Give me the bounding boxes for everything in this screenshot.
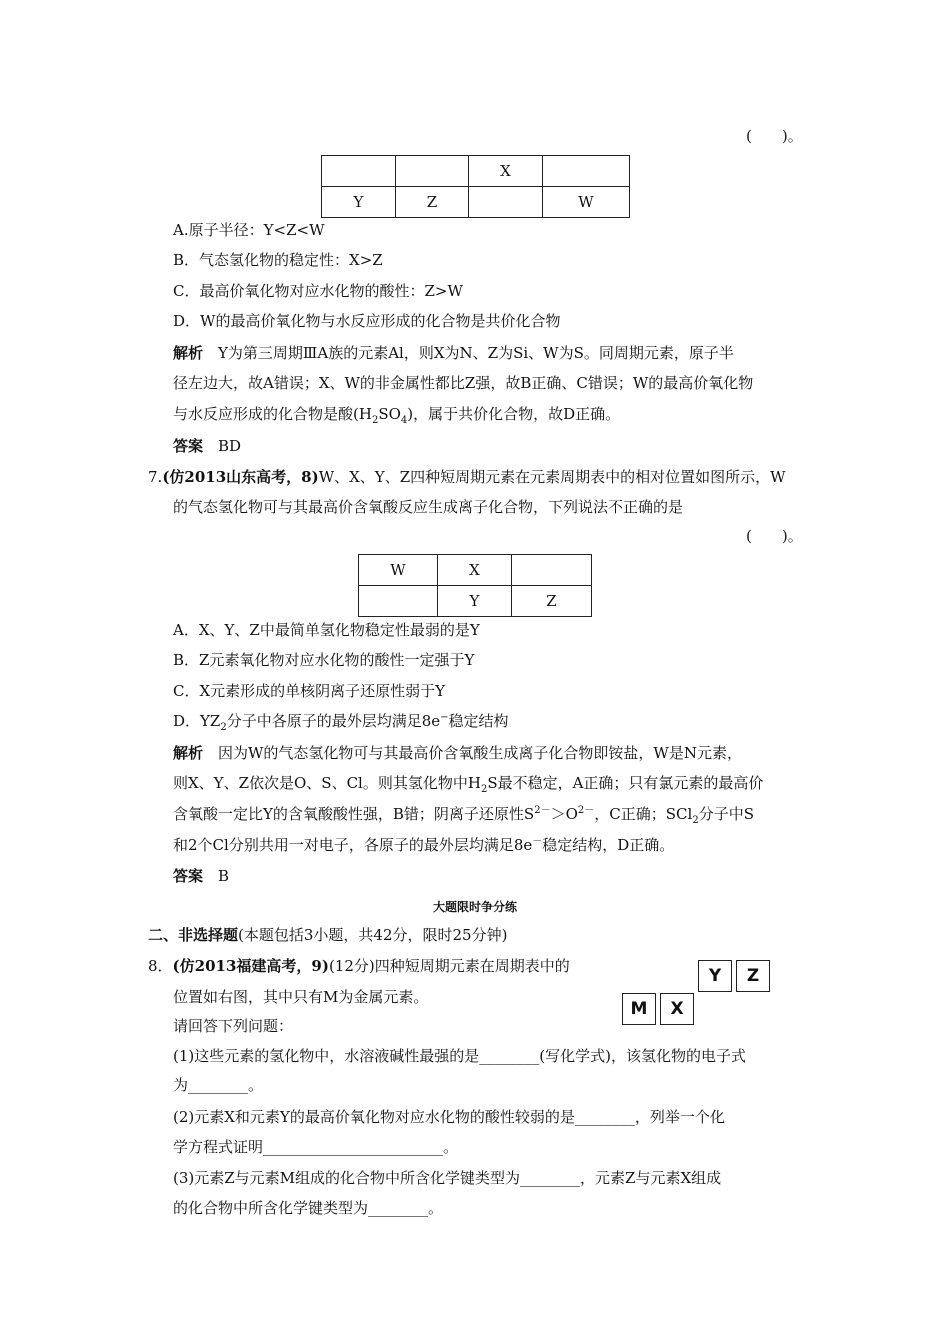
element-box-x: X bbox=[660, 993, 694, 1025]
question-source: (仿2013福建高考，9) bbox=[172, 957, 329, 975]
question-number: 8． bbox=[148, 957, 173, 975]
q7-analysis-line-1 bbox=[173, 743, 742, 763]
question-text: 四种短周期元素在周期表中的 bbox=[374, 957, 570, 975]
analysis-text: )，属于共价化合物，故D正确。 bbox=[407, 405, 621, 423]
superscript: － bbox=[532, 836, 543, 847]
question-points: (12分) bbox=[328, 957, 375, 975]
analysis-label: 解析 bbox=[173, 744, 204, 762]
analysis-text: 则X、Y、Z依次是O、S、Cl。则其氢化物中H bbox=[173, 774, 481, 792]
q8-prompt: 请回答下列问题： bbox=[173, 1017, 294, 1035]
q7-cell bbox=[512, 555, 592, 586]
q6-option-c: C．最高价氧化物对应水化物的酸性：Z>W bbox=[173, 282, 463, 300]
q6-cell bbox=[469, 187, 543, 218]
analysis-text: 与水反应形成的化合物是酸(H bbox=[173, 405, 372, 423]
analysis-text: 分子中S bbox=[698, 805, 754, 823]
q7-stem-line-1 bbox=[148, 467, 786, 487]
analysis-text: S最不稳定，A正确；只有氯元素的最高价 bbox=[487, 774, 764, 792]
analysis-text: Y为第三周期ⅢA族的元素Al，则X为N、Z为Si、W为S。同周期元素，原子半 bbox=[203, 344, 734, 362]
q6-analysis-line-1 bbox=[173, 343, 734, 363]
superscript: 2－ bbox=[577, 805, 595, 816]
q7-analysis-line-2 bbox=[173, 773, 763, 793]
q7-option-c: C．X元素形成的单核阴离子还原性弱于Y bbox=[173, 682, 446, 700]
section-small-title: 大题限时争分练 bbox=[432, 900, 517, 914]
analysis-text: ，C正确；SCl bbox=[594, 805, 693, 823]
subscript: 2 bbox=[480, 784, 488, 795]
q8-stem-line-1 bbox=[148, 956, 570, 976]
analysis-text: 因为W的气态氢化物可与其最高价含氧酸生成离子化合物即铵盐，W是N元素， bbox=[203, 744, 742, 762]
q6-cell: X bbox=[469, 156, 543, 187]
answer-text: B bbox=[203, 867, 230, 885]
option-text: 分子中各原子的最外层均满足8e bbox=[226, 712, 441, 730]
q8-part1-line-2: 为________。 bbox=[173, 1076, 264, 1094]
analysis-text: 和2个Cl分别共用一对电子，各原子的最外层均满足8e bbox=[173, 836, 533, 854]
analysis-text: SO bbox=[378, 405, 401, 423]
q6-cell bbox=[322, 156, 396, 187]
question-text: W、X、Y、Z四种短周期元素在元素周期表中的相对位置如图所示，W bbox=[318, 468, 786, 486]
subscript: 2 bbox=[220, 722, 227, 733]
q6-option-b: B．气态氢化物的稳定性：X>Z bbox=[173, 251, 383, 269]
q6-analysis-line-2: 径左边大，故A错误；X、W的非金属性都比Z强，故B正确、C错误；W的最高价氧化物 bbox=[173, 374, 754, 392]
q7-cell bbox=[359, 586, 438, 617]
q7-option-a: A．X、Y、Z中最简单氢化物稳定性最弱的是Y bbox=[173, 621, 480, 639]
q8-periodic-figure bbox=[620, 960, 780, 1030]
analysis-text: 稳定结构，D正确。 bbox=[542, 836, 675, 854]
element-box-y: Y bbox=[698, 960, 732, 992]
q6-paren: ( )。 bbox=[746, 127, 803, 145]
q7-option-d bbox=[173, 711, 509, 731]
q6-answer bbox=[173, 436, 241, 456]
q7-periodic-table bbox=[358, 554, 592, 617]
q7-analysis-line-3 bbox=[173, 804, 754, 824]
question-number: 7. bbox=[148, 468, 163, 486]
q6-option-d: D．W的最高价氧化物与水反应形成的化合物是共价化合物 bbox=[173, 312, 561, 330]
q7-cell: X bbox=[438, 555, 512, 586]
q6-cell bbox=[396, 156, 469, 187]
q7-stem-line-2: 的气态氢化物可与其最高价含氧酸反应生成离子化合物，下列说法不正确的是 bbox=[173, 498, 684, 516]
section-heading-label: 二、非选择题 bbox=[148, 926, 239, 944]
q6-cell: Z bbox=[396, 187, 469, 218]
q7-analysis-line-4 bbox=[173, 835, 674, 855]
q6-cell: W bbox=[543, 187, 630, 218]
answer-label: 答案 bbox=[173, 437, 204, 455]
section-heading bbox=[148, 925, 507, 945]
analysis-text: ＞O bbox=[550, 805, 578, 823]
q8-part1-line-1: (1)这些元素的氢化物中，水溶液碱性最强的是________(写化学式)，该氢化物的电子式 bbox=[173, 1047, 746, 1065]
subscript: 2 bbox=[692, 815, 699, 826]
option-text: 稳定结构 bbox=[448, 712, 509, 730]
q8-part2-line-2: 学方程式证明________________________。 bbox=[173, 1138, 459, 1156]
q7-cell: W bbox=[359, 555, 438, 586]
q7-option-b: B．Z元素氧化物对应水化物的酸性一定强于Y bbox=[173, 651, 475, 669]
q7-cell: Y bbox=[438, 586, 512, 617]
answer-text: BD bbox=[203, 437, 242, 455]
q6-cell: Y bbox=[322, 187, 396, 218]
section-heading-note: (本题包括3小题，共42分，限时25分钟) bbox=[238, 926, 508, 944]
q8-part3-line-1: (3)元素Z与元素M组成的化合物中所含化学键类型为________，元素Z与元素X组成 bbox=[173, 1169, 722, 1187]
subscript: 4 bbox=[400, 415, 408, 426]
q8-part2-line-1: (2)元素X和元素Y的最高价氧化物对应水化物的酸性较弱的是________，列举一个化 bbox=[173, 1108, 725, 1126]
option-text: D．YZ bbox=[173, 712, 221, 730]
question-source: (仿2013山东高考，8) bbox=[162, 468, 319, 486]
q8-part3-line-2: 的化合物中所含化学键类型为________。 bbox=[173, 1199, 444, 1217]
q7-paren: ( )。 bbox=[746, 527, 803, 545]
q6-option-a: A.原子半径：Y<Z<W bbox=[173, 221, 325, 239]
q6-periodic-table bbox=[321, 155, 630, 218]
q7-cell: Z bbox=[512, 586, 592, 617]
element-box-m: M bbox=[622, 993, 656, 1025]
q7-answer bbox=[173, 866, 229, 886]
superscript: 2－ bbox=[534, 805, 551, 816]
superscript: − bbox=[440, 712, 449, 723]
q8-stem-line-2: 位置如右图，其中只有M为金属元素。 bbox=[173, 988, 429, 1006]
element-box-z: Z bbox=[736, 960, 770, 992]
analysis-text: 含氧酸一定比Y的含氧酸酸性强，B错；阴离子还原性S bbox=[173, 805, 535, 823]
q6-cell bbox=[543, 156, 630, 187]
answer-label: 答案 bbox=[173, 867, 204, 885]
q6-analysis-line-3 bbox=[173, 404, 620, 424]
analysis-label: 解析 bbox=[173, 344, 204, 362]
subscript: 2 bbox=[371, 415, 379, 426]
